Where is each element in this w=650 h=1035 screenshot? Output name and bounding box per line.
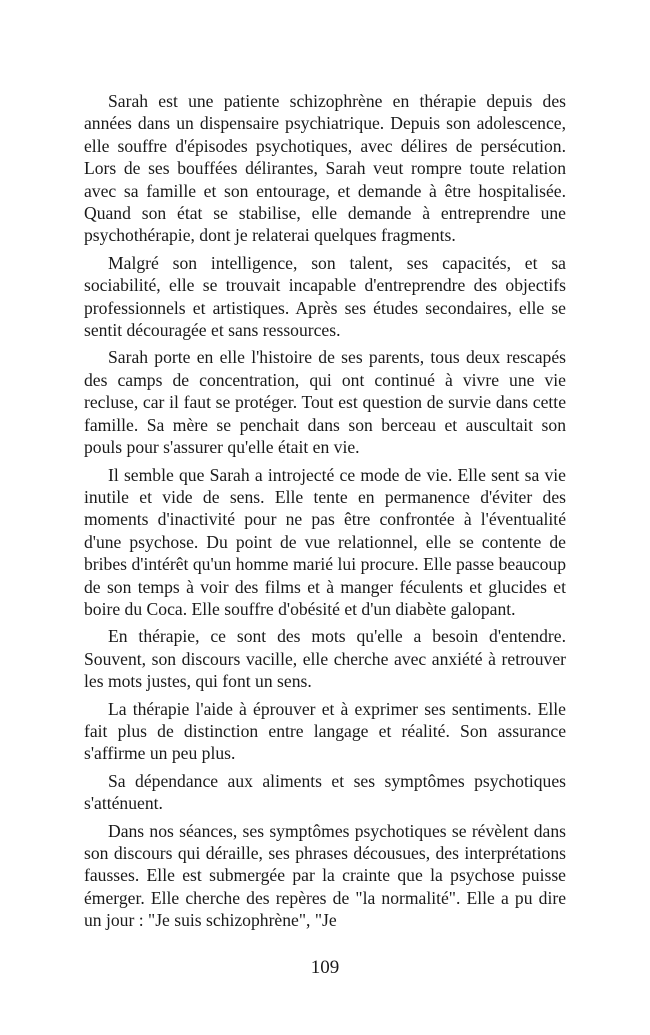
paragraph-3: Sarah porte en elle l'histoire de ses parents, tous deux rescapés des camps de concentration, qui ont continué à vivre une vie recluse, car il faut se protéger. Tout est question de survie dans cette famille. Sa mère se penchait dans son berceau et auscultait son pouls pour s'assurer qu'elle était en vie. [84, 347, 566, 458]
page-number: 109 [310, 957, 340, 978]
paragraph-6: La thérapie l'aide à éprouver et à exprimer ses sentiments. Elle fait plus de distinction entre langage et réalité. Son assurance s'affirme un peu plus. [84, 698, 566, 764]
paragraph-4: Il semble que Sarah a introjecté ce mode de vie. Elle sent sa vie inutile et vide de sens. Elle tente en permanence d'éviter des moments d'inactivité pour ne pas être confrontée à l'éventualité d'une psychose. Du point de vue relationnel, elle se contente de bribes d'intérêt qu'un homme marié lui procure. Elle passe beaucoup de son temps à voir des films et à manger féculents et glucides et boire du Coca. Elle souffre d'obésité et d'un diabète galopant. [84, 464, 566, 619]
paragraph-7: Sa dépendance aux aliments et ses symptômes psychotiques s'atténuent. [84, 770, 566, 814]
paragraph-1: Sarah est une patiente schizophrène en thérapie depuis des années dans un dispensaire psychiatrique. Depuis son adolescence, elle souffre d'épisodes psychotiques, avec délires de persécution. Lors de ses bouffées délirantes, Sarah veut rompre toute relation avec sa famille et son entourage, et demande à être hospitalisée. Quand son état se stabilise, elle demande à entreprendre une psychothérapie, dont je relaterai quelques fragments. [84, 91, 566, 246]
paragraph-2: Malgré son intelligence, son talent, ses capacités, et sa sociabilité, elle se trouvait incapable d'entreprendre des objectifs professionnels et artistiques. Après ses études secondaires, elle se sentit découragée et sans ressources. [84, 252, 566, 341]
paragraph-5: En thérapie, ce sont des mots qu'elle a besoin d'entendre. Souvent, son discours vacille, elle cherche avec anxiété à retrouver les mots justes, qui font un sens. [84, 626, 566, 692]
paragraph-8: Dans nos séances, ses symptômes psychotiques se révèlent dans son discours qui déraille, ses phrases décousues, des interprétations fausses. Elle est submergée par la crainte que la psychose puisse émerger. Elle cherche des repères de "la normalité". Elle a pu dire un jour : "Je suis schizophrène", "Je [84, 820, 566, 931]
body-text [84, 90, 566, 937]
